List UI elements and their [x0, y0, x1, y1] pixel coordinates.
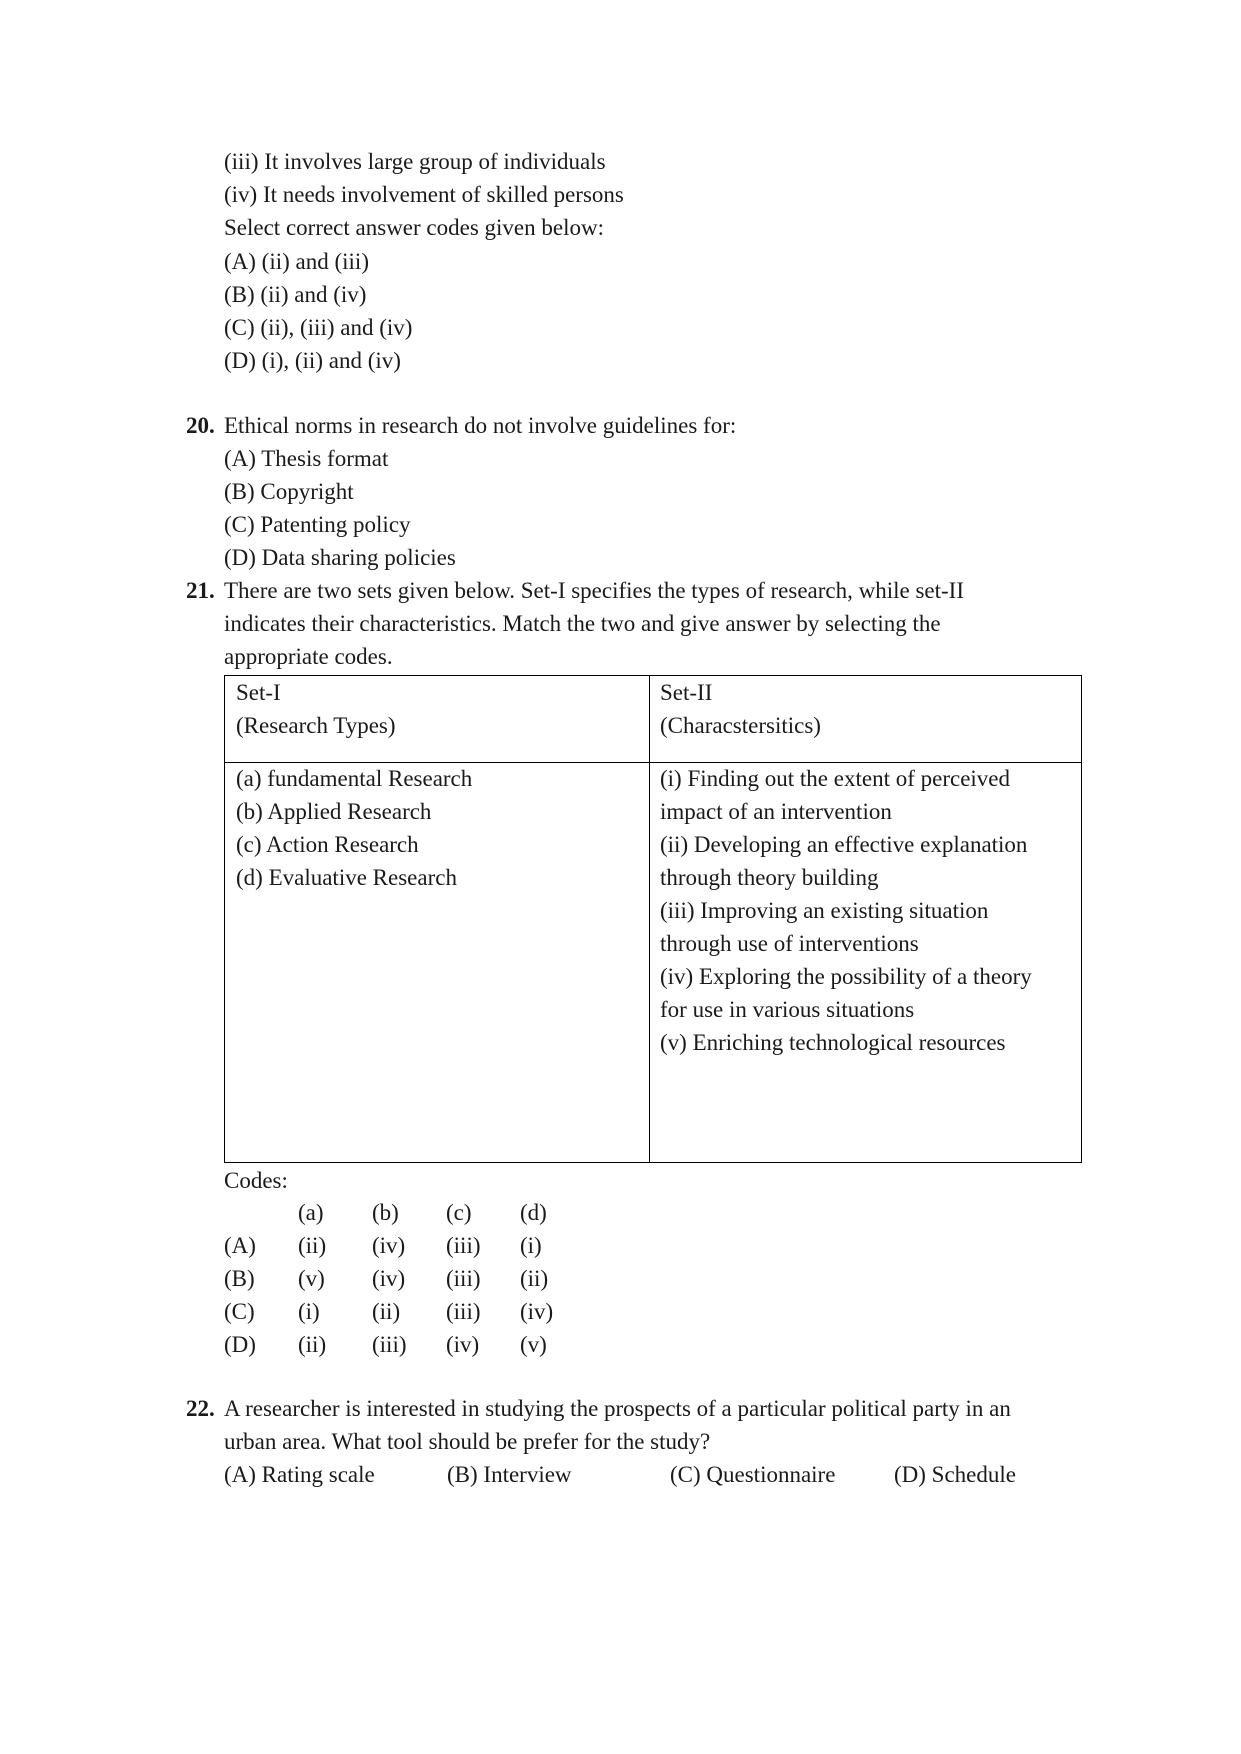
codes-cell: (iii) [446, 1299, 481, 1324]
set2-line: (ii) Developing an effective explanation [660, 832, 1028, 857]
q19-option-d: (D) (i), (ii) and (iv) [224, 348, 401, 373]
q21-text-line-2: indicates their characteristics. Match the two and give answer by selecting the [224, 611, 941, 636]
codes-label: Codes: [224, 1168, 288, 1193]
codes-cell: (ii) [372, 1299, 401, 1324]
codes-cell: (iii) [372, 1332, 407, 1357]
codes-cell: (ii) [520, 1266, 549, 1291]
set2-line: (iv) Exploring the possibility of a theory [660, 964, 1032, 989]
q19-option-b: (B) (ii) and (iv) [224, 282, 367, 307]
q20-number: 20. [186, 413, 215, 438]
set1-item: (c) Action Research [236, 832, 419, 857]
set1-header-title: Set-I [236, 680, 281, 705]
q22-text-line-1: A researcher is interested in studying the prospects of a particular political party in an [224, 1396, 1011, 1421]
table-column-divider [649, 676, 650, 1162]
codes-header-cell: (d) [520, 1200, 547, 1225]
q20-option-d: (D) Data sharing policies [224, 545, 456, 570]
q19-option-c: (C) (ii), (iii) and (iv) [224, 315, 413, 340]
set2-line: through theory building [660, 865, 879, 890]
set1-item: (b) Applied Research [236, 799, 432, 824]
set2-line: through use of interventions [660, 931, 919, 956]
set2-line: (i) Finding out the extent of perceived [660, 766, 1011, 791]
q19-statement-iv: (iv) It needs involvement of skilled persons [224, 182, 624, 207]
set2-header-subtitle: (Characstersitics) [660, 713, 821, 738]
set1-header-subtitle: (Research Types) [236, 713, 396, 738]
codes-cell: (iv) [372, 1233, 406, 1258]
codes-cell: (ii) [298, 1332, 327, 1357]
q22-option-c: (C) Questionnaire [670, 1462, 836, 1487]
q19-statement-iii: (iii) It involves large group of individuals [224, 149, 606, 174]
codes-row-label: (D) [224, 1332, 256, 1357]
q21-text-line-1: There are two sets given below. Set-I specifies the types of research, while set-II [224, 578, 964, 603]
set2-line: for use in various situations [660, 997, 915, 1022]
q22-option-b: (B) Interview [447, 1462, 572, 1487]
q20-text: Ethical norms in research do not involve guidelines for: [224, 413, 737, 438]
q20-option-a: (A) Thesis format [224, 446, 389, 471]
set1-item: (d) Evaluative Research [236, 865, 457, 890]
q20-option-b: (B) Copyright [224, 479, 354, 504]
codes-row-label: (B) [224, 1266, 255, 1291]
codes-cell: (iii) [446, 1266, 481, 1291]
set2-line: impact of an intervention [660, 799, 892, 824]
q22-number: 22. [186, 1396, 215, 1421]
q19-prompt: Select correct answer codes given below: [224, 215, 604, 240]
set1-item: (a) fundamental Research [236, 766, 473, 791]
q19-option-a: (A) (ii) and (iii) [224, 249, 369, 274]
codes-row-label: (A) [224, 1233, 256, 1258]
codes-cell: (ii) [298, 1233, 327, 1258]
q20-option-c: (C) Patenting policy [224, 512, 411, 537]
codes-cell: (i) [298, 1299, 320, 1324]
codes-cell: (iv) [446, 1332, 480, 1357]
set2-line: (iii) Improving an existing situation [660, 898, 989, 923]
set2-line: (v) Enriching technological resources [660, 1030, 1006, 1055]
codes-cell: (v) [520, 1332, 547, 1357]
q21-text-line-3: appropriate codes. [224, 644, 393, 669]
codes-header-cell: (b) [372, 1200, 399, 1225]
q22-option-d: (D) Schedule [894, 1462, 1016, 1487]
q22-text-line-2: urban area. What tool should be prefer for the study? [224, 1429, 711, 1454]
codes-cell: (iv) [520, 1299, 554, 1324]
q21-number: 21. [186, 578, 215, 603]
codes-header-cell: (a) [298, 1200, 324, 1225]
codes-cell: (iii) [446, 1233, 481, 1258]
set2-header-title: Set-II [660, 680, 713, 705]
codes-row-label: (C) [224, 1299, 255, 1324]
codes-cell: (v) [298, 1266, 325, 1291]
codes-cell: (i) [520, 1233, 542, 1258]
matching-table [224, 675, 1082, 1163]
q22-option-a: (A) Rating scale [224, 1462, 375, 1487]
codes-header-cell: (c) [446, 1200, 472, 1225]
codes-cell: (iv) [372, 1266, 406, 1291]
